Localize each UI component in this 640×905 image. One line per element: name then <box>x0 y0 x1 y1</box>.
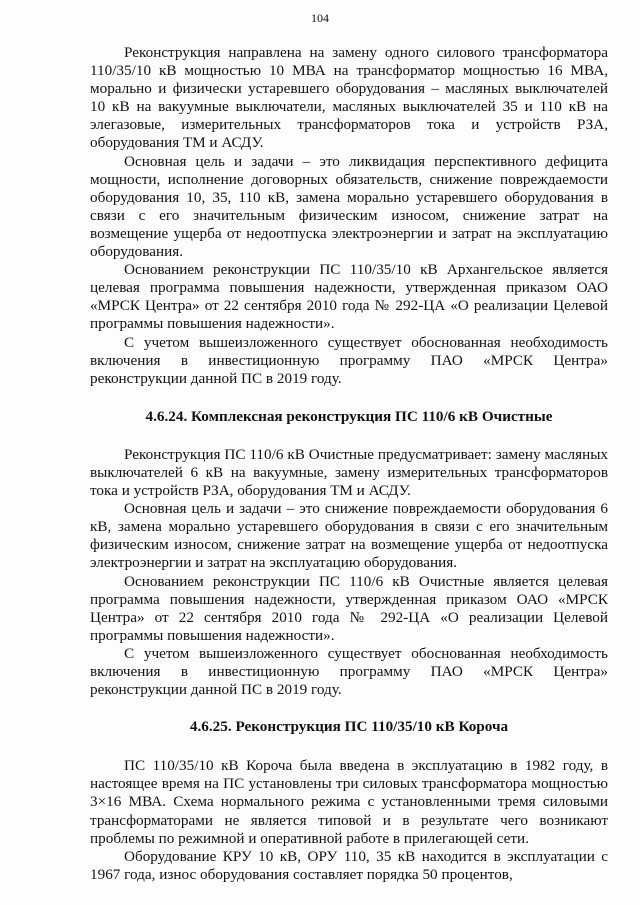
document-body <box>90 44 608 884</box>
paragraph: С учетом вышеизложенного существует обоснованная необходимость включения в инвестиционную программу ПАО «МРСК Центра» реконструкции данной ПС в 2019 году. <box>90 644 608 699</box>
paragraph: Основанием реконструкции ПС 110/35/10 кВ Архангельское является целевая программа повышения надежности, утвержденная приказом ОАО «МРСК Центра» от 22 сентября 2010 года № 292-ЦА «О реализации Целевой программы повышения надежности». <box>90 261 608 333</box>
section-heading: 4.6.25. Реконструкция ПС 110/35/10 кВ Короча <box>189 718 509 736</box>
section-heading: 4.6.24. Комплексная реконструкция ПС 110/6 кВ Очистные <box>145 407 553 425</box>
paragraph: Реконструкция ПС 110/6 кВ Очистные предусматривает: замену масляных выключателей 6 кВ на вакуумные, замену измерительных трансформаторов тока и устройств РЗА, оборудования ТМ и АСДУ. <box>90 445 608 500</box>
paragraph: ПС 110/35/10 кВ Короча была введена в эксплуатацию в 1982 году, в настоящее время на ПС установлены три силовых трансформатора мощностью 3×16 МВА. Схема нормального режима с установленными тремя силовыми трансформаторами не является типовой и в результате чего возникают проблемы по режимной и оперативной работе в прилегающей сети. <box>90 757 608 847</box>
paragraph: С учетом вышеизложенного существует обоснованная необходимость включения в инвестиционную программу ПАО «МРСК Центра» реконструкции данной ПС в 2019 году. <box>90 333 608 387</box>
paragraph: Основанием реконструкции ПС 110/6 кВ Очистные является целевая программа повышения надежности, утвержденная приказом ОАО «МРСК Центра» от 22 сентября 2010 года № 292-ЦА «О реализации Целевой программы повышения надежности». <box>90 572 608 644</box>
paragraph: Основная цель и задачи – это снижение повреждаемости оборудования 6 кВ, замена морально устаревшего оборудования в связи с его значительным физическим износом, снижение затрат на возмещение ущерба от недоотпуска электроэнергии и затрат на эксплуатацию оборудования. <box>90 500 608 572</box>
paragraph: Основная цель и задачи – это ликвидация перспективного дефицита мощности, исполнение договорных обязательств, снижение повреждаемости оборудования 10, 35, 110 кВ, замена морально устаревшего оборудования в связи с его значительным физическим износом, снижение затрат на возмещение ущерба от недоотпуска электроэнергии и затрат на эксплуатацию оборудования. <box>90 152 608 261</box>
paragraph: Реконструкция направлена на замену одного силового трансформатора 110/35/10 кВ мощностью 10 МВА на трансформатор мощностью 16 МВА, морально и физически устаревшего оборудования – масляных выключателей 10 кВ на вакуумные выключатели, масляных выключателей 35 и 110 кВ на элегазовые, измерительных трансформаторов тока и устройств РЗА, оборудования ТМ и АСДУ. <box>90 44 608 152</box>
paragraph: Оборудование КРУ 10 кВ, ОРУ 110, 35 кВ находится в эксплуатации с 1967 года, износ оборудования составляет порядка 50 процентов, <box>90 847 608 883</box>
page-number: 104 <box>311 11 329 25</box>
